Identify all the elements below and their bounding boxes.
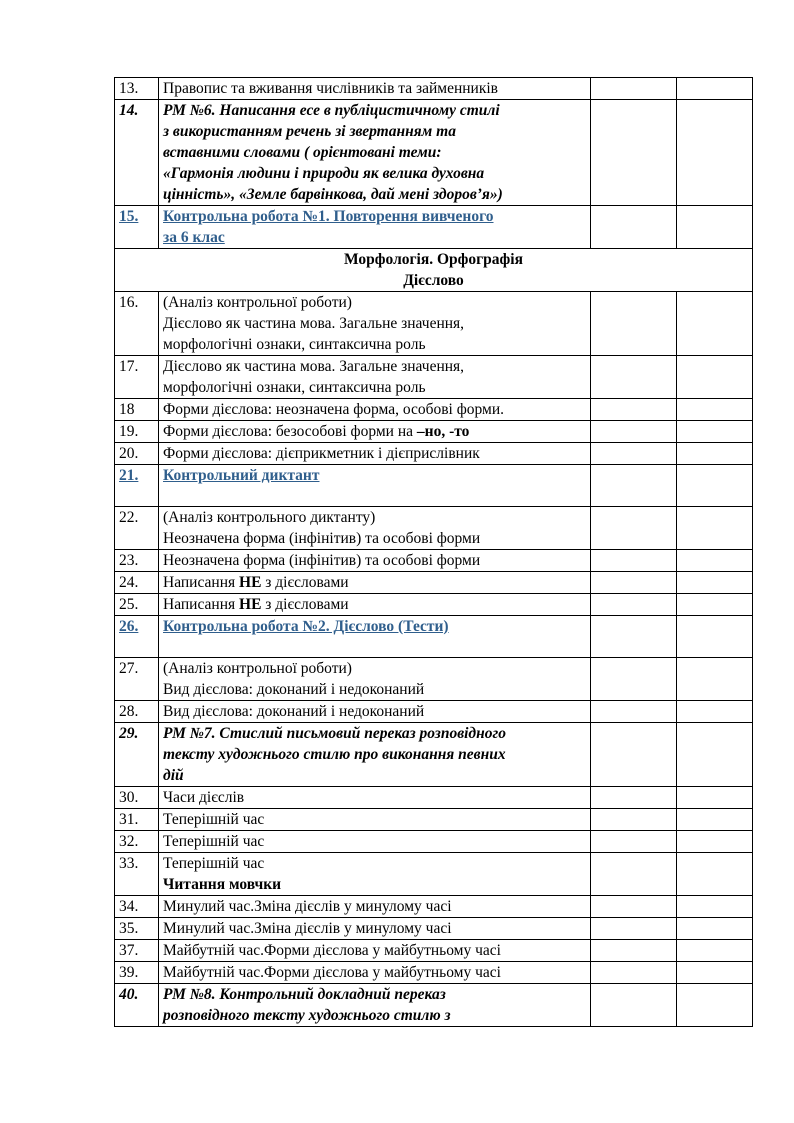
empty-cell	[591, 896, 677, 918]
table-row	[115, 896, 753, 918]
empty-cell	[677, 853, 753, 896]
lesson-number: 30.	[115, 787, 159, 809]
table-row	[115, 658, 753, 701]
lesson-number: 23.	[115, 550, 159, 572]
lesson-topic: Правопис та вживання числівників та займенників	[159, 78, 591, 100]
table-row	[115, 550, 753, 572]
empty-cell	[591, 701, 677, 723]
empty-cell	[677, 100, 753, 206]
empty-cell	[591, 100, 677, 206]
empty-cell	[591, 962, 677, 984]
empty-cell	[677, 206, 753, 249]
empty-cell	[677, 962, 753, 984]
table-row	[115, 594, 753, 616]
empty-cell	[591, 594, 677, 616]
lesson-number: 17.	[115, 356, 159, 399]
lesson-topic: Форми дієслова: неозначена форма, особові форми.	[159, 399, 591, 421]
empty-cell	[677, 831, 753, 853]
lesson-number: 24.	[115, 572, 159, 594]
empty-cell	[591, 465, 677, 507]
lesson-number: 28.	[115, 701, 159, 723]
empty-cell	[677, 809, 753, 831]
table-row	[115, 100, 753, 206]
lesson-topic: Вид дієслова: доконаний і недоконаний	[159, 701, 591, 723]
lesson-number: 29.	[115, 723, 159, 787]
table-row	[115, 940, 753, 962]
lesson-topic	[159, 616, 591, 658]
table-row	[115, 616, 753, 658]
table-row	[115, 78, 753, 100]
lesson-topic	[159, 206, 591, 249]
lesson-topic	[159, 465, 591, 507]
table-row	[115, 984, 753, 1027]
empty-cell	[591, 206, 677, 249]
empty-cell	[591, 658, 677, 701]
table-row	[115, 421, 753, 443]
empty-cell	[677, 787, 753, 809]
empty-cell	[677, 984, 753, 1027]
lesson-number: 27.	[115, 658, 159, 701]
lesson-number: 33.	[115, 853, 159, 896]
table-row	[115, 443, 753, 465]
lesson-number: 16.	[115, 292, 159, 356]
empty-cell	[677, 658, 753, 701]
lesson-number	[115, 465, 159, 507]
dictation-link[interactable]: Контрольний диктант	[163, 467, 320, 484]
empty-cell	[591, 78, 677, 100]
lesson-topic: Дієслово як частина мова. Загальне значення, морфологічні ознаки, синтаксична роль	[159, 356, 591, 399]
table-row	[115, 206, 753, 249]
table-row	[115, 572, 753, 594]
empty-cell	[591, 356, 677, 399]
empty-cell	[677, 701, 753, 723]
empty-cell	[677, 465, 753, 507]
empty-cell	[591, 616, 677, 658]
lesson-topic: Часи дієслів	[159, 787, 591, 809]
lesson-topic: РМ №7. Стислий письмовий переказ розповідного тексту художнього стилю про виконання певних дій	[159, 723, 591, 787]
empty-cell	[677, 399, 753, 421]
empty-cell	[677, 896, 753, 918]
empty-cell	[591, 292, 677, 356]
empty-cell	[677, 616, 753, 658]
lesson-number: 18	[115, 399, 159, 421]
lesson-number: 13.	[115, 78, 159, 100]
lesson-plan-table	[114, 77, 753, 1027]
empty-cell	[677, 572, 753, 594]
section-heading: Морфологія. Орфографія Дієслово	[115, 249, 753, 292]
empty-cell	[591, 399, 677, 421]
empty-cell	[677, 594, 753, 616]
empty-cell	[677, 507, 753, 550]
empty-cell	[591, 421, 677, 443]
lesson-topic: Майбутній час.Форми дієслова у майбутньому часі	[159, 962, 591, 984]
empty-cell	[591, 809, 677, 831]
lesson-number: 25.	[115, 594, 159, 616]
table-row	[115, 723, 753, 787]
lesson-number: 22.	[115, 507, 159, 550]
section-heading-row	[115, 249, 753, 292]
empty-cell	[677, 550, 753, 572]
lesson-number	[115, 206, 159, 249]
empty-cell	[677, 292, 753, 356]
lesson-topic: РМ №8. Контрольний докладний переказ розповідного тексту художнього стилю з	[159, 984, 591, 1027]
lesson-topic: (Аналіз контрольної роботи) Дієслово як частина мова. Загальне значення, морфологічні ознаки, синтаксична роль	[159, 292, 591, 356]
test-link[interactable]: за 6 клас	[163, 229, 225, 246]
lesson-topic: Написання НЕ з дієсловами	[159, 594, 591, 616]
empty-cell	[677, 356, 753, 399]
table-row	[115, 292, 753, 356]
lesson-topic: Форми дієслова: дієприкметник і дієприслівник	[159, 443, 591, 465]
lesson-topic: РМ №6. Написання есе в публіцистичному стилі з використанням речень зі звертанням та вставними словами ( орієнтовані теми: «Гармонія людини і природи як велика духовна цінність», «Земле барвінкова, дай мені здоров’я»)	[159, 100, 591, 206]
lesson-topic: Теперішній час	[159, 809, 591, 831]
table-row	[115, 831, 753, 853]
lesson-number-link[interactable]: 26.	[119, 618, 139, 635]
empty-cell	[591, 443, 677, 465]
lesson-topic: Форми дієслова: безособові форми на –но, -то	[159, 421, 591, 443]
empty-cell	[591, 550, 677, 572]
empty-cell	[591, 787, 677, 809]
lesson-topic: Неозначена форма (інфінітив) та особові форми	[159, 550, 591, 572]
lesson-topic: Теперішній час	[159, 831, 591, 853]
lesson-number: 34.	[115, 896, 159, 918]
lesson-topic: Написання НЕ з дієсловами	[159, 572, 591, 594]
table-row	[115, 809, 753, 831]
empty-cell	[591, 918, 677, 940]
table-row	[115, 356, 753, 399]
lesson-number	[115, 616, 159, 658]
empty-cell	[591, 723, 677, 787]
lesson-number-link[interactable]: 15.	[119, 208, 139, 225]
empty-cell	[591, 940, 677, 962]
empty-cell	[591, 507, 677, 550]
lesson-number: 35.	[115, 918, 159, 940]
empty-cell	[677, 723, 753, 787]
table-row	[115, 918, 753, 940]
table-row	[115, 853, 753, 896]
table-row	[115, 787, 753, 809]
table-row	[115, 399, 753, 421]
lesson-topic: (Аналіз контрольного диктанту) Неозначена форма (інфінітив) та особові форми	[159, 507, 591, 550]
lesson-topic: Минулий час.Зміна дієслів у минулому часі	[159, 918, 591, 940]
lesson-number: 39.	[115, 962, 159, 984]
lesson-topic: Теперішній час Читання мовчки	[159, 853, 591, 896]
lesson-number: 19.	[115, 421, 159, 443]
lesson-number-link[interactable]: 21.	[119, 467, 139, 484]
empty-cell	[677, 421, 753, 443]
lesson-number: 32.	[115, 831, 159, 853]
lesson-number: 40.	[115, 984, 159, 1027]
empty-cell	[677, 78, 753, 100]
lesson-number: 37.	[115, 940, 159, 962]
lesson-number: 20.	[115, 443, 159, 465]
empty-cell	[591, 853, 677, 896]
table-row	[115, 465, 753, 507]
lesson-topic: (Аналіз контрольної роботи) Вид дієслова: доконаний і недоконаний	[159, 658, 591, 701]
lesson-topic: Минулий час.Зміна дієслів у минулому часі	[159, 896, 591, 918]
table-row	[115, 507, 753, 550]
empty-cell	[591, 572, 677, 594]
empty-cell	[677, 918, 753, 940]
empty-cell	[677, 443, 753, 465]
table-row	[115, 962, 753, 984]
table-row	[115, 701, 753, 723]
test-link[interactable]: Контрольна робота №1. Повторення вивченого	[163, 208, 494, 225]
test-link[interactable]: Контрольна робота №2. Дієслово (Тести)	[163, 618, 449, 635]
empty-cell	[591, 984, 677, 1027]
empty-cell	[591, 831, 677, 853]
lesson-number: 14.	[115, 100, 159, 206]
empty-cell	[677, 940, 753, 962]
lesson-number: 31.	[115, 809, 159, 831]
lesson-topic: Майбутній час.Форми дієслова у майбутньому часі	[159, 940, 591, 962]
